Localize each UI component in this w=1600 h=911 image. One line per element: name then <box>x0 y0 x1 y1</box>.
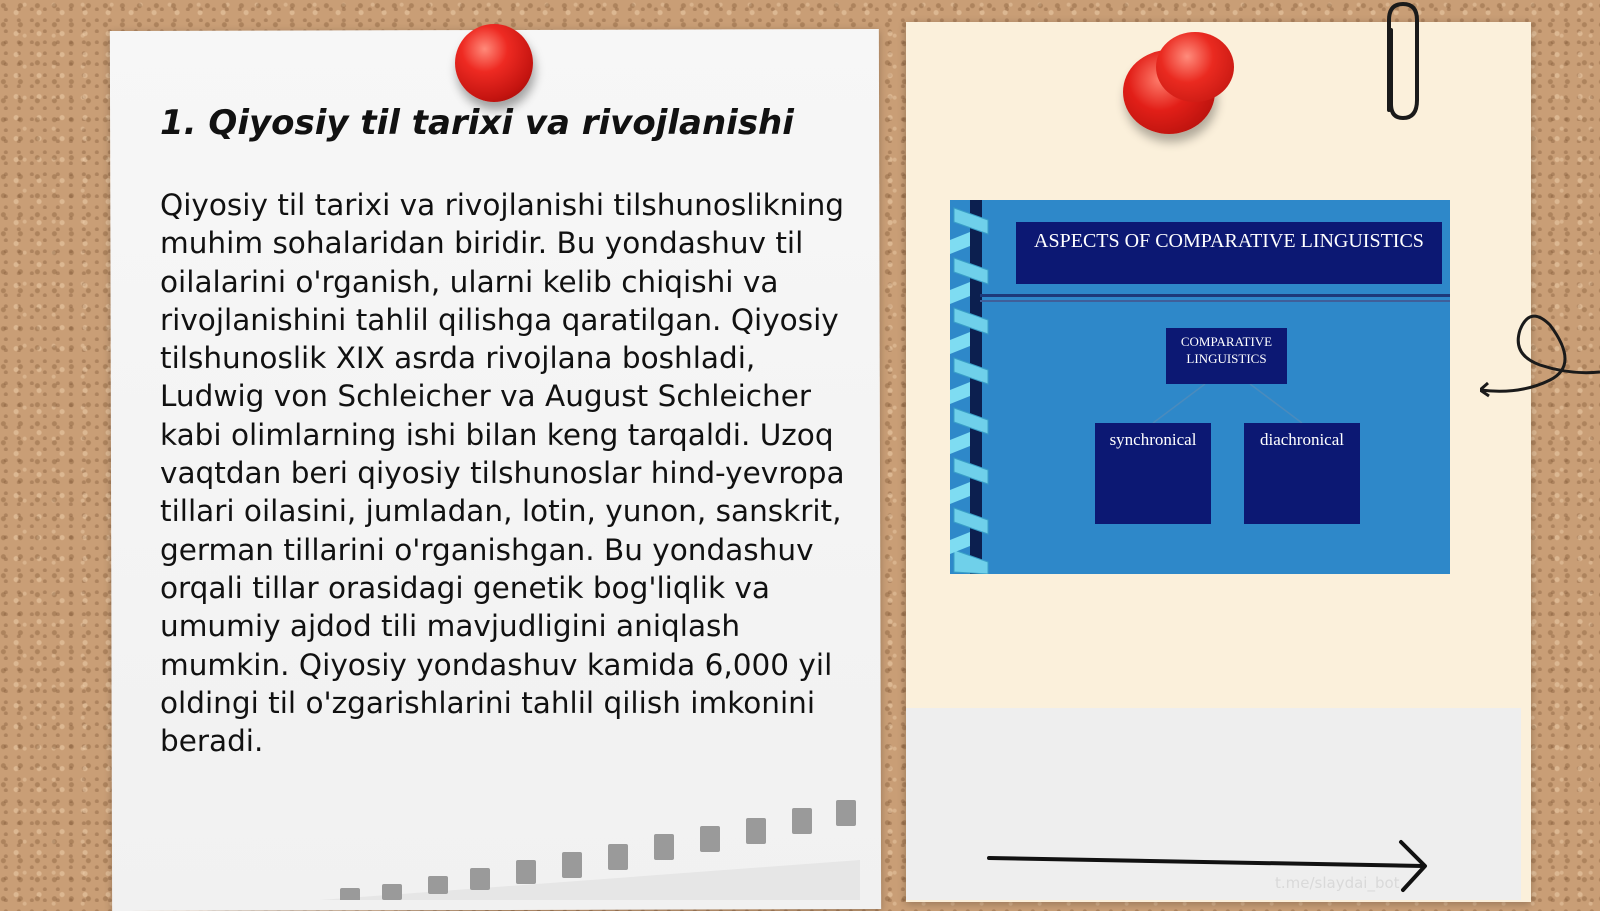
pushpin-icon <box>455 24 533 102</box>
tree-root-node: COMPARATIVE LINGUISTICS <box>1166 328 1287 384</box>
squiggle-arrow-icon <box>1480 310 1600 410</box>
watermark: t.me/slaydai_bot <box>1275 874 1400 892</box>
pushpin-head-icon <box>1156 32 1234 102</box>
slide-title: ASPECTS OF COMPARATIVE LINGUISTICS <box>1016 222 1442 284</box>
paperclip-icon <box>1375 0 1425 130</box>
torn-notebook-edge <box>320 800 880 900</box>
body-paragraph: Qiyosiy til tarixi va rivojlanishi tilshunoslikning muhim sohalaridan biridir. Bu yondashuv til oilalarini o'rganish, ularni kelib chiqishi va rivojlanishini tahlil qilishga qaratilgan. Qiyosiy tilshunoslik XIX asrda rivojlana boshladi, Ludwig von Schleicher va August Schleicher kabi olimlarning ishi bilan keng tarqaldi. Uzoq vaqtdan beri qiyosiy tilshunoslar hind-yevropa tillari oilasini, jumladan, lotin, yunon, sanskrit, german tillarini o'rganishgan. Bu yondashuv orqali tillar orasidagi genetik bog'liqlik va umumiy ajdod tili mavjudligini aniqlash mumkin. Qiyosiy yondashuv kamida 6,000 yil oldingi til o'zgarishlarini tahlil qilish imkonini beradi. <box>160 188 845 759</box>
tree-node-synchronical: synchronical <box>1095 423 1211 524</box>
slide-image <box>950 200 1450 574</box>
page-title: 1. Qiyosiy til tarixi va rivojlanishi <box>160 103 794 143</box>
tree-node-diachronical: diachronical <box>1244 423 1360 524</box>
